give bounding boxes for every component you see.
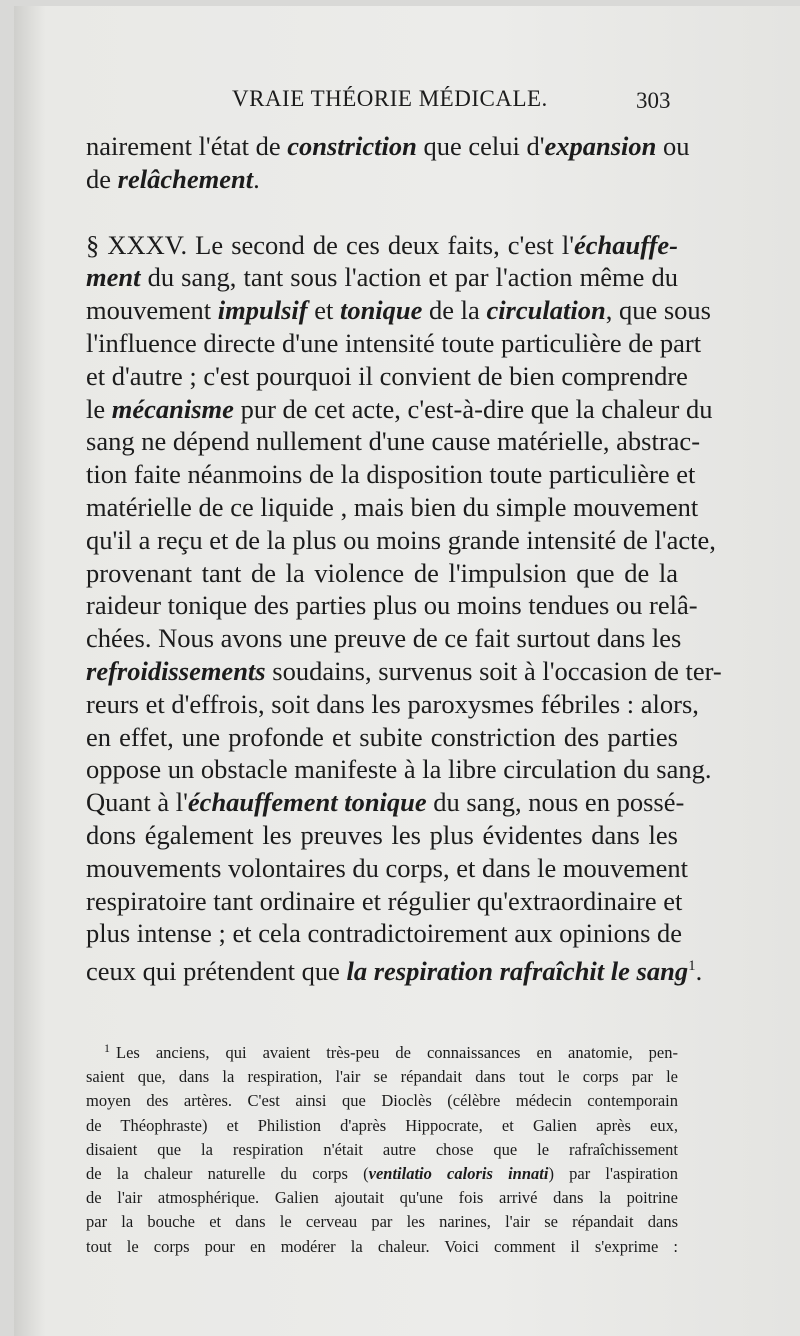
text-run: pur de cet acte, c'est-à-dire que la chaleur du — [233, 393, 713, 424]
text-run: que celui d' — [416, 131, 545, 161]
text-run: et d'autre ; c'est pourquoi il convient de bien comprendre — [86, 360, 688, 391]
text-line — [86, 393, 713, 426]
italic-run: mécanisme — [111, 393, 234, 424]
running-title: VRAIE THÉORIE MÉDICALE. — [232, 86, 548, 111]
text-line — [86, 1089, 678, 1113]
text-run: le — [86, 393, 112, 424]
italic-run: ventilatio caloris innati — [368, 1164, 549, 1184]
text-line — [86, 753, 712, 786]
text-run: respiratoire tant ordinaire et régulier qu'extraordinaire et — [86, 885, 683, 916]
italic-run: circulation — [486, 295, 606, 326]
text-line — [86, 1162, 678, 1186]
text-line — [86, 557, 678, 590]
text-line — [86, 1235, 678, 1259]
text-line — [86, 130, 690, 163]
text-run: Quant à l' — [86, 787, 188, 818]
text-line — [86, 1114, 678, 1138]
text-run: ceux qui prétendent que — [86, 956, 347, 987]
text-run: par la bouche et dans le cerveau par les narines, l'air se répandait dans — [86, 1212, 678, 1232]
text-line — [86, 163, 678, 196]
text-run: provenant tant de la violence de l'impulsion que de la — [86, 557, 678, 588]
text-run: . — [253, 163, 260, 194]
text-line — [86, 1186, 678, 1210]
text-run: soudains, survenus soit à l'occasion de ter- — [265, 655, 722, 686]
text-run: de l'air atmosphérique. Galien ajoutait qu'une fois arrivé dans la poitrine — [86, 1188, 678, 1208]
text-run: § XXXV. Le second de ces deux faits, c'est l' — [86, 229, 574, 260]
text-run: tout le corps pour en modérer la chaleur. Voici comment il s'exprime : — [86, 1236, 678, 1256]
text-line — [86, 1138, 678, 1162]
italic-run: impulsif — [217, 295, 308, 326]
text-line — [86, 950, 703, 988]
text-run: du sang, nous en possé- — [426, 787, 685, 818]
footnote-reference: 1 — [688, 958, 696, 975]
text-run: de la — [422, 295, 487, 326]
text-run: ) par l'aspiration — [548, 1164, 679, 1184]
text-line — [86, 622, 682, 655]
text-line — [86, 524, 716, 557]
main-text — [86, 130, 722, 988]
italic-run: constriction — [287, 131, 417, 161]
text-line — [86, 425, 701, 458]
text-line — [86, 294, 711, 327]
italic-run: échauffement tonique — [187, 787, 427, 818]
text-run: oppose un obstacle manifeste à la libre circulation du sang. — [86, 754, 712, 785]
page-header — [0, 82, 800, 118]
italic-run: ment — [86, 262, 141, 293]
footnote — [86, 1036, 678, 1259]
text-line — [86, 852, 689, 885]
text-run: Les anciens, qui avaient très-peu de connaissances en anatomie, pen- — [116, 1043, 678, 1062]
italic-run: relâchement — [117, 163, 254, 194]
text-run: raideur tonique des parties plus ou moins tendues ou relâ- — [86, 590, 698, 621]
text-run: tion faite néanmoins de la disposition toute particulière et — [86, 459, 696, 490]
text-run: de Théophraste) et Philistion d'après Hippocrate, et Galien après eux, — [86, 1115, 678, 1135]
text-line — [86, 655, 722, 688]
text-run: , que sous — [605, 295, 711, 326]
text-run: matérielle de ce liquide , mais bien du simple mouvement — [86, 491, 699, 522]
text-line — [86, 491, 699, 524]
text-line — [86, 229, 678, 262]
text-run: du sang, tant sous l'action et par l'action même du — [140, 262, 678, 293]
text-line — [86, 589, 698, 622]
text-line — [86, 1036, 678, 1065]
text-run: et — [307, 295, 340, 326]
text-line — [86, 261, 678, 294]
text-run: disaient que la respiration n'était autre chose que le rafraîchissement — [86, 1139, 678, 1159]
text-line — [86, 458, 696, 491]
text-run: en effet, une profonde et subite constriction des parties — [86, 721, 678, 752]
footnote-marker: 1 — [104, 1041, 110, 1055]
text-run: . — [695, 956, 703, 987]
text-run: saient que, dans la respiration, l'air se répandait dans tout le corps par le — [86, 1067, 678, 1087]
text-run: sang ne dépend nullement d'une cause matérielle, abstrac- — [86, 426, 701, 457]
text-run: dons également les preuves les plus évidentes dans les — [86, 819, 678, 850]
text-run: nairement l'état de — [86, 131, 288, 161]
text-run: de — [86, 163, 118, 194]
text-run: de la chaleur naturelle du corps ( — [86, 1164, 369, 1184]
italic-run: échauffe- — [573, 229, 678, 260]
text-line — [86, 1210, 678, 1234]
text-run: moyen des artères. C'est ainsi que Dioclès (célèbre médecin contemporain — [86, 1091, 678, 1111]
page-number: 303 — [636, 88, 671, 113]
text-run: chées. Nous avons une preuve de ce fait surtout dans les — [86, 623, 682, 654]
italic-run: tonique — [339, 295, 423, 326]
italic-run: refroidissements — [86, 655, 266, 686]
text-line — [86, 327, 702, 360]
text-line — [86, 786, 685, 819]
text-line — [86, 885, 683, 918]
text-run: reurs et d'effrois, soit dans les paroxysmes fébriles : alors, — [86, 688, 699, 719]
text-line — [86, 1065, 678, 1089]
text-run: mouvement — [86, 295, 218, 326]
italic-run: la respiration rafraîchit le sang — [346, 956, 689, 987]
text-line — [86, 688, 699, 721]
text-run: mouvements volontaires du corps, et dans le mouvement — [86, 852, 689, 883]
text-line — [86, 917, 683, 950]
italic-run: expansion — [544, 131, 657, 161]
paragraph-section-xxxv — [86, 229, 722, 988]
paragraph-continuation — [86, 130, 690, 196]
text-line — [86, 360, 688, 393]
text-run: plus intense ; et cela contradictoirement aux opinions de — [86, 918, 683, 949]
text-line — [86, 721, 678, 754]
text-line — [86, 819, 678, 852]
text-run: l'influence directe d'une intensité toute particulière de part — [86, 327, 702, 358]
text-run: ou — [656, 131, 690, 161]
text-run: qu'il a reçu et de la plus ou moins grande intensité de l'acte, — [86, 524, 716, 555]
